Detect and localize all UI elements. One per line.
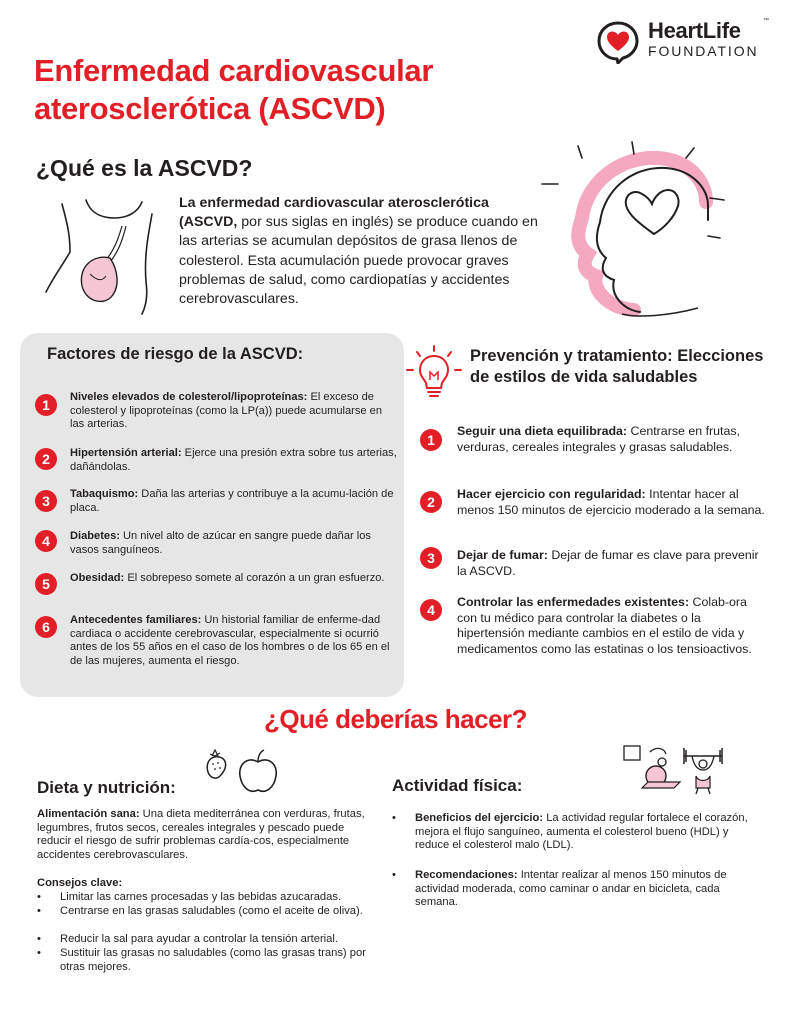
intro-rest: por sus siglas en inglés) se produce cuando en las arterias se acumulan depósitos de grasa llenos de colesterol. Esta acumulación puede provocar graves problemas de salud, como cardiopatías y accidentes cerebrovasculares. bbox=[179, 214, 538, 308]
prevention-item-bold: Seguir una dieta equilibrada: bbox=[457, 424, 628, 438]
prevention-item-bold: Hacer ejercicio con regularidad: bbox=[457, 487, 646, 501]
logo-subtitle: FOUNDATION bbox=[648, 43, 759, 59]
activity-item-rest: Intentar realizar al menos 150 minutos de actividad moderada, como caminar o andar en bicicleta, cada semana. bbox=[415, 869, 727, 909]
diet-paragraph bbox=[37, 808, 367, 862]
risk-number-1: 1 bbox=[35, 394, 57, 416]
diet-tip-text: Sustituir las grasas no saludables (como las grasas trans) por otras mejores. bbox=[60, 947, 366, 973]
prevention-item-3 bbox=[457, 548, 767, 579]
risk-number-4: 4 bbox=[35, 530, 57, 552]
risk-item-5 bbox=[70, 572, 398, 586]
bullet-icon: • bbox=[37, 933, 41, 945]
strawberry-apple-icon bbox=[204, 746, 286, 796]
risk-item-bold: Obesidad: bbox=[70, 572, 125, 584]
diet-tip-text: Limitar las carnes procesadas y las bebidas azucaradas. bbox=[60, 891, 342, 903]
risk-item-bold: Antecedentes familiares: bbox=[70, 614, 202, 626]
prevention-item-text: Centrarse en frutas, verduras, cereales integrales y grasas saludables. bbox=[457, 424, 741, 454]
activity-item-bold: Recomendaciones: bbox=[415, 869, 518, 881]
prevention-item-text: Dejar de fumar es clave para prevenir la ASCVD. bbox=[457, 548, 759, 578]
prevention-item-text: Intentar hacer al menos 150 minutos de ejercicio moderado a la semana. bbox=[457, 487, 765, 517]
risk-item-text: El sobrepeso somete al corazón a un gran esfuerzo. bbox=[124, 572, 385, 584]
risk-item-bold: Tabaquismo: bbox=[70, 488, 139, 500]
activity-item-bold: Beneficios del ejercicio: bbox=[415, 812, 544, 824]
risk-item-3 bbox=[70, 488, 398, 515]
prevention-heading: Prevención y tratamiento: Elecciones de estilos de vida saludables bbox=[470, 347, 764, 386]
torso-illustration-icon bbox=[40, 196, 168, 316]
exercise-illustration-icon bbox=[622, 742, 732, 796]
risk-item-text: Un historial familiar de enferme-dad cardiaca o accidente cerebrovascular, especialmente si ocurrió antes de los 55 años en el caso de los hombres o de los 65 en el de las mujeres, aumenta el riesgo. bbox=[70, 614, 390, 667]
risk-item-text: Un nivel alto de azúcar en sangre puede dañar los vasos sanguíneos. bbox=[70, 530, 371, 556]
prevention-item-2 bbox=[457, 487, 767, 518]
heart-chat-logo-icon bbox=[596, 20, 640, 64]
prevention-item-bold: Dejar de fumar: bbox=[457, 548, 548, 562]
prevention-number-1: 1 bbox=[420, 429, 442, 451]
bullet-icon: • bbox=[392, 869, 396, 881]
prevention-item-bold: Controlar las enfermedades existentes: bbox=[457, 595, 690, 609]
prevention-number-3: 3 bbox=[420, 547, 442, 569]
prevention-item-4 bbox=[457, 595, 767, 657]
risk-item-6 bbox=[70, 614, 398, 668]
bullet-icon: • bbox=[37, 947, 41, 959]
risk-number-6: 6 bbox=[35, 616, 57, 638]
page-title: Enfermedad cardiovascular aterosclerótica (ASCVD) bbox=[34, 53, 434, 126]
logo-trademark: ™ bbox=[763, 18, 769, 24]
risk-item-bold: Niveles elevados de colesterol/lipoproteínas: bbox=[70, 391, 308, 403]
intro-paragraph bbox=[179, 194, 549, 309]
bullet-icon: • bbox=[392, 812, 396, 824]
diet-paragraph-bold: Alimentación sana: bbox=[37, 808, 140, 820]
diet-tip-text: Reducir la sal para ayudar a controlar la tensión arterial. bbox=[60, 933, 338, 945]
diet-tip-text: Centrarse en las grasas saludables (como el aceite de oliva). bbox=[60, 905, 363, 917]
diet-heading: Dieta y nutrición: bbox=[37, 778, 176, 797]
diet-paragraph-text: Una dieta mediterránea con verduras, frutas, legumbres, frutos secos, cereales integrales y pescado puede reducir el riesgo de sufrir problemas cardía-cos, especialmente accidentes cerebrovasculares. bbox=[37, 808, 365, 861]
intro-bold: La enfermedad cardiovascular aterosclerótica (ASCVD, bbox=[179, 195, 489, 231]
what-should-you-do-heading: ¿Qué deberías hacer? bbox=[263, 704, 528, 734]
prevention-item-1 bbox=[457, 424, 767, 455]
head-heart-illustration-icon bbox=[538, 140, 738, 330]
logo-name: HeartLife bbox=[648, 18, 741, 43]
risk-item-text: Ejerce una presión extra sobre tus arterias, dañándolas. bbox=[70, 447, 397, 473]
key-tips-heading: Consejos clave: bbox=[37, 877, 123, 889]
activity-item-text bbox=[415, 812, 755, 853]
activity-item-text bbox=[415, 869, 755, 910]
risk-item-1 bbox=[70, 391, 398, 432]
activity-item-rest: La actividad regular fortalece el corazón, mejora el flujo sanguíneo, aumenta el colesterol bueno (HDL) y reduce el colesterol malo (LDL). bbox=[415, 812, 748, 852]
heartlife-logo bbox=[596, 18, 776, 68]
risk-number-5: 5 bbox=[35, 573, 57, 595]
bullet-icon: • bbox=[37, 905, 41, 917]
risk-number-2: 2 bbox=[35, 448, 57, 470]
risk-item-text: Daña las arterias y contribuye a la acumu-lación de placa. bbox=[70, 488, 394, 514]
what-is-heading: ¿Qué es la ASCVD? bbox=[36, 155, 253, 181]
risk-number-3: 3 bbox=[35, 490, 57, 512]
risk-item-bold: Diabetes: bbox=[70, 530, 120, 542]
lightbulb-icon bbox=[405, 344, 463, 398]
risk-item-text: El exceso de colesterol y lipoproteínas (como la LP(a)) puede acumularse en las arterias. bbox=[70, 391, 383, 430]
risk-factors-heading: Factores de riesgo de la ASCVD: bbox=[47, 345, 304, 363]
bullet-icon: • bbox=[37, 891, 41, 903]
prevention-number-2: 2 bbox=[420, 491, 442, 513]
prevention-item-text: Colab-ora con tu médico para controlar la diabetes o la hipertensión mediante cambios en el estilo de vida y medicamentos como las estatinas o los tensioactivos. bbox=[457, 595, 752, 656]
risk-item-bold: Hipertensión arterial: bbox=[70, 447, 182, 459]
risk-item-4 bbox=[70, 530, 398, 557]
prevention-number-4: 4 bbox=[420, 599, 442, 621]
risk-item-2 bbox=[70, 447, 398, 474]
activity-heading: Actividad física: bbox=[392, 776, 523, 795]
